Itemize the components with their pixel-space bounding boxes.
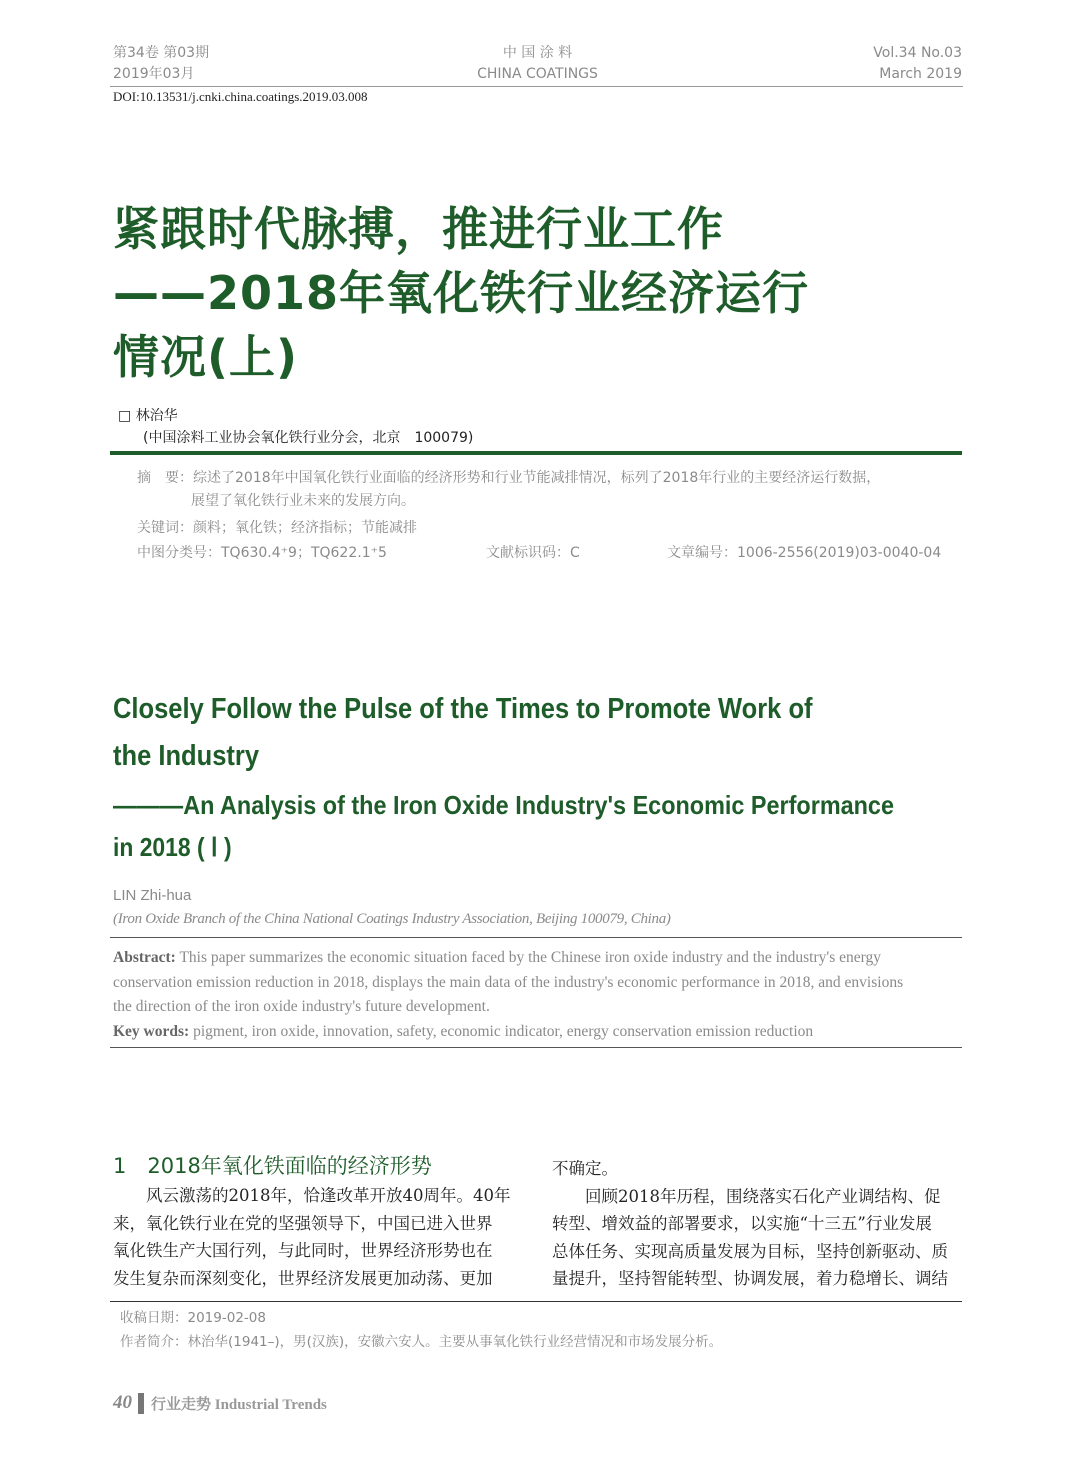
abstract-text-en: conservation emission reduction in 2018, displays the main data of the industry's economic performance in 2018, and envisions [113,973,904,991]
volume-en: Vol.34 No.03 [873,45,962,61]
doi: DOI:10.13531/j.cnki.china.coatings.2019.03.008 [113,89,368,104]
abstract-label-cn: 摘 要： [137,470,193,486]
header-volume [113,43,209,85]
date-en: March 2019 [879,66,962,82]
abstract-en [113,946,903,1044]
title-cn-line: 紧跟时代脉搏，推进行业工作 [113,202,724,256]
body-line: 不确定。 [552,1159,618,1178]
keywords-en: pigment, iron oxide, innovation, safety, economic indicator, energy conservation emission reduction [189,1022,814,1040]
title-cn-line: ——2018年氧化铁行业经济运行 [113,266,810,320]
section-heading: 1 2018年氧化铁面临的经济形势 [113,1154,432,1178]
title-cn-line: 情况(上) [113,330,299,384]
abstract-text-cn: 综述了2018年中国氧化铁行业面临的经济形势和行业节能减排情况，标列了2018年行业的主要经济运行数据， [193,470,881,486]
author-bio: 作者简介：林治华(1941–)，男(汉族)，安徽六安人。主要从事氧化铁行业经营情况和市场发展分析。 [120,1334,723,1350]
header-rule [110,86,963,87]
abstract-label-en: Abstract: [113,949,176,966]
title-cn [113,197,809,389]
abstract-rule-bottom [110,1047,962,1048]
abstract-cn [137,467,880,513]
article-number: 文章编号：1006-2556(2019)03-0040-04 [667,545,942,561]
abstract-text-en: the direction of the iron oxide industry's future development. [113,998,490,1015]
square-bullet-icon: □ [118,408,136,424]
body-line: 总体任务、实现高质量发展为目标，坚持创新驱动、质 [552,1241,948,1261]
body-line: 氧化铁生产大国行列，与此同时，世界经济形势也在 [113,1241,493,1260]
body-column-left [113,1182,510,1292]
body-line: 发生复杂而深刻变化，世界经济发展更加动荡、更加 [113,1268,493,1288]
body-line: 量提升，坚持智能转型、协调发展，着力稳增长、调结 [552,1269,948,1288]
body-line: 风云激荡的2018年，恰逢改革开放40周年。40年 [113,1186,511,1205]
title-en-subtitle: in 2018 ( Ⅰ ) [113,832,232,862]
abstract-rule-top [110,937,962,938]
title-en-subtitle: ———An Analysis of the Iron Oxide Industry's Economic Performance [113,790,894,820]
footer-bar [138,1393,144,1414]
keywords-cn: 关键词：颜料；氧化铁；经济指标；节能减排 [137,520,417,536]
header-journal [470,43,605,85]
body-line: 转型、增效益的部署要求，以实施“十三五”行业发展 [552,1214,932,1233]
journal-name-cn: 中 国 涂 料 [502,45,573,61]
keywords-label-en: Key words: [113,1022,190,1040]
author-cn [118,405,178,425]
body-line: 来，氧化铁行业在党的坚强领导下，中国已进入世界 [113,1213,493,1233]
journal-name-en: CHINA COATINGS [477,66,598,82]
document-code: 文献标识码：C [486,545,580,561]
affiliation-cn: (中国涂料工业协会氧化铁行业分会，北京 100079) [143,430,474,446]
footer-section: 行业走势 Industrial Trends [151,1397,327,1413]
author-name-en: LIN Zhi-hua [113,887,192,904]
received-date: 收稿日期：2019-02-08 [120,1310,266,1326]
title-en-line: Closely Follow the Pulse of the Times to Promote Work of [113,693,813,725]
body-line: 回顾2018年历程，围绕落实石化产业调结构、促 [552,1186,941,1206]
author-name-cn: 林治华 [135,408,178,424]
affiliation-en: (Iron Oxide Branch of the China National Coatings Industry Association, Beijing 100079, China) [113,911,671,927]
header-vol-en [873,43,962,85]
title-en-line: the Industry [113,740,260,772]
page-number: 40 [113,1392,132,1413]
footnote-rule [110,1301,962,1302]
issue-date: 2019年03月 [113,66,195,82]
volume-issue: 第34卷 第03期 [113,45,210,61]
abstract-text-en: This paper summarizes the economic situation faced by the Chinese iron oxide industry and the industry's energy [175,949,881,966]
abstract-text-cn: 展望了氧化铁行业未来的发展方向。 [191,493,415,509]
clc-number: 中图分类号：TQ630.4⁺9；TQ622.1⁺5 [137,545,387,561]
green-rule [110,451,962,455]
body-column-right [552,1155,948,1293]
